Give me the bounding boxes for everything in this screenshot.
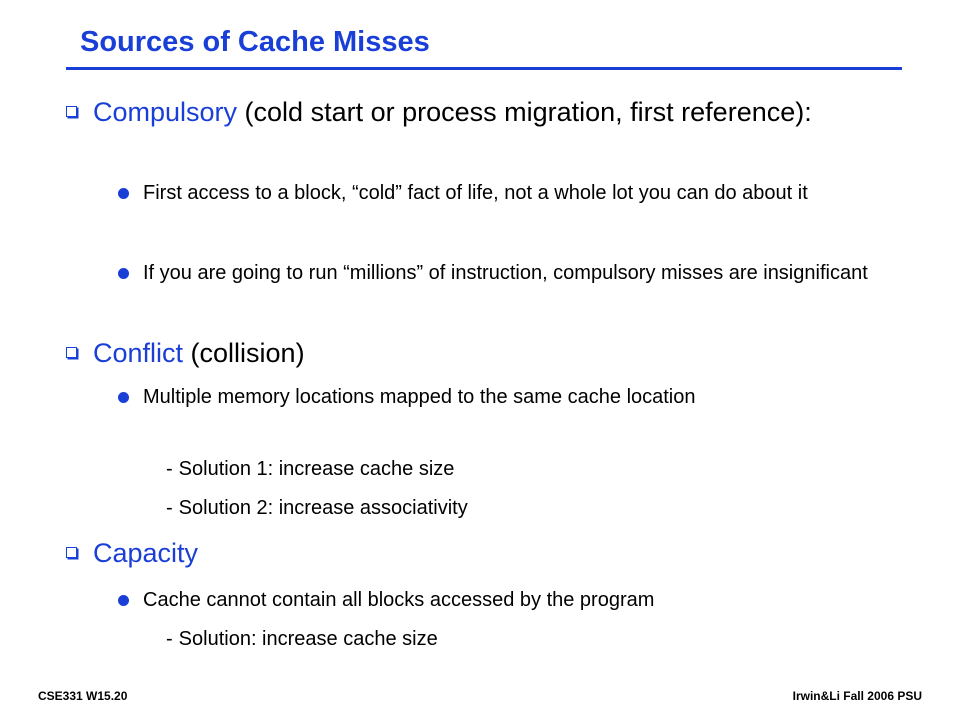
sub-bullet-text: First access to a block, “cold” fact of life, not a whole lot you can do about it	[143, 182, 808, 204]
bullet-conflict	[66, 335, 896, 371]
term-conflict-description: (collision)	[183, 338, 305, 368]
sub-bullet-text: Cache cannot contain all blocks accessed by the program	[143, 589, 655, 611]
bullet-compulsory	[66, 94, 896, 130]
dot-bullet-icon	[118, 188, 129, 199]
sub-sub-bullet	[166, 454, 454, 484]
sub-bullet	[118, 585, 898, 615]
sub-sub-bullet-text: Solution: increase cache size	[178, 628, 438, 650]
title-underline	[66, 67, 902, 70]
dash-bullet-icon: -	[166, 497, 173, 519]
sub-sub-bullet	[166, 624, 438, 654]
term-conflict: Conflict	[93, 338, 184, 368]
term-compulsory-description: (cold start or process migration, first reference):	[237, 97, 812, 127]
term-compulsory: Compulsory	[93, 97, 238, 127]
checkbox-bullet-icon	[66, 347, 77, 358]
slide-title: Sources of Cache Misses	[80, 26, 430, 58]
bullet-capacity	[66, 535, 896, 571]
sub-sub-bullet-text: Solution 1: increase cache size	[178, 458, 455, 480]
footer-course: CSE331 W15.20	[38, 689, 128, 703]
dot-bullet-icon	[118, 595, 129, 606]
sub-bullet	[118, 178, 898, 208]
checkbox-bullet-icon	[66, 106, 77, 117]
dot-bullet-icon	[118, 268, 129, 279]
dot-bullet-icon	[118, 392, 129, 403]
sub-bullet	[118, 258, 898, 288]
term-capacity: Capacity	[93, 538, 199, 568]
sub-bullet	[118, 382, 898, 412]
dash-bullet-icon: -	[166, 628, 173, 650]
sub-bullet-text: Multiple memory locations mapped to the same cache location	[143, 386, 696, 408]
sub-bullet-text: If you are going to run “millions” of instruction, compulsory misses are insignificant	[143, 262, 868, 284]
dash-bullet-icon: -	[166, 458, 173, 480]
footer-author: Irwin&Li Fall 2006 PSU	[792, 689, 922, 703]
sub-sub-bullet	[166, 493, 468, 523]
sub-sub-bullet-text: Solution 2: increase associativity	[178, 497, 468, 519]
checkbox-bullet-icon	[66, 547, 77, 558]
